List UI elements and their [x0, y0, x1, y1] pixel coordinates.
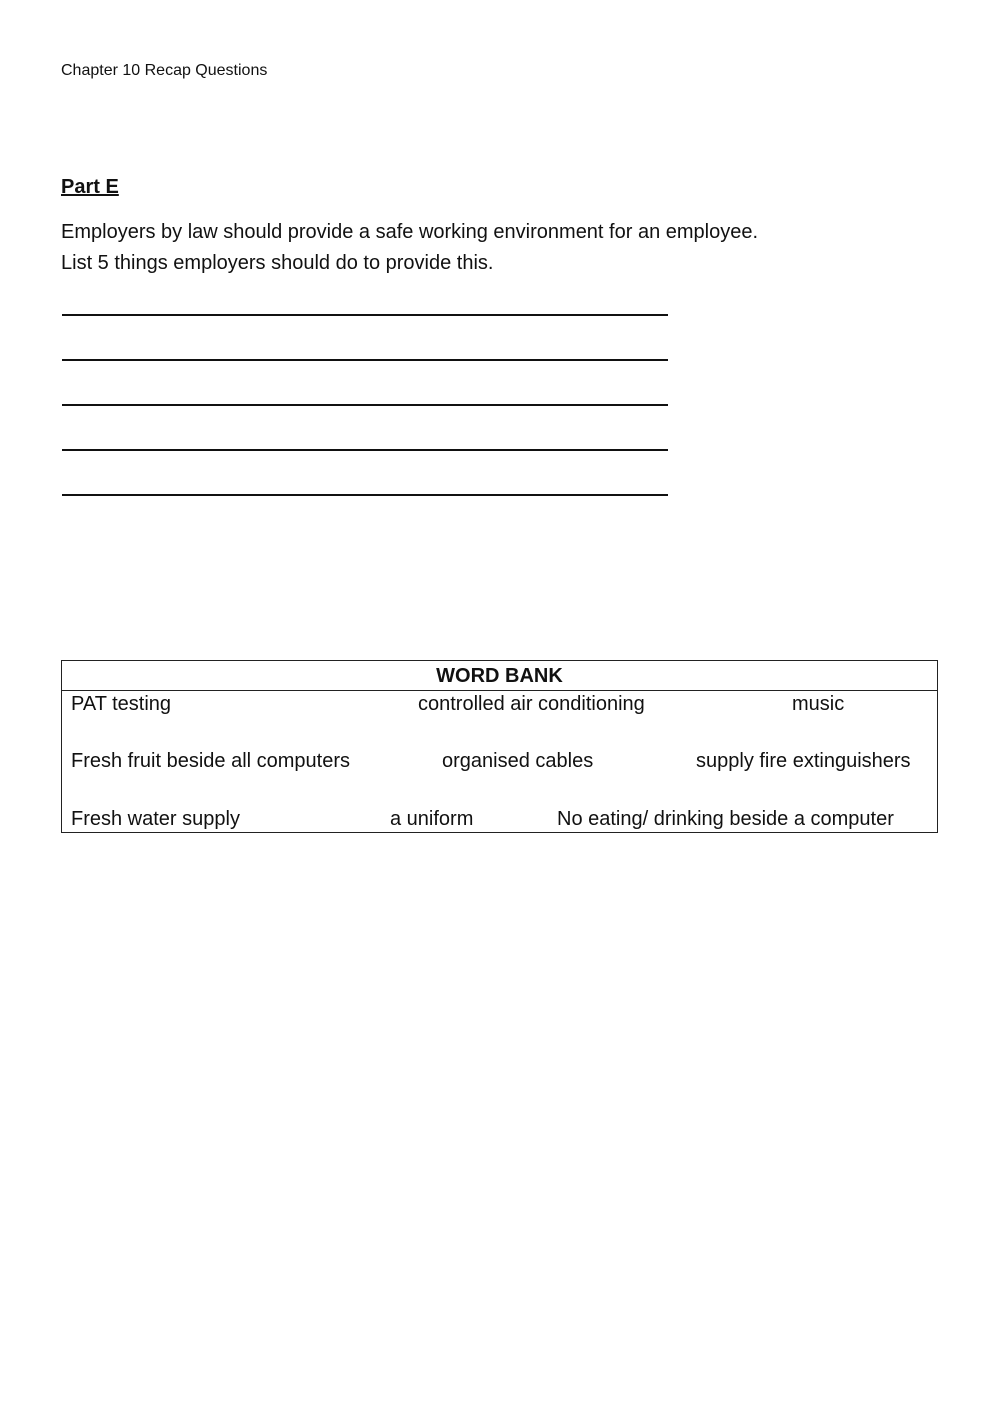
word-bank-item: Fresh water supply [71, 808, 240, 830]
instruction-line-2: List 5 things employers should do to provide this. [61, 252, 494, 274]
word-bank-box [61, 660, 938, 833]
word-bank-item: organised cables [442, 750, 594, 772]
instructions [61, 217, 758, 279]
word-bank-title: WORD BANK [62, 661, 937, 691]
word-bank-item: PAT testing [71, 693, 172, 715]
answer-line-2[interactable] [62, 359, 668, 361]
word-bank-item: music [792, 693, 845, 715]
word-bank-item: controlled air conditioning [418, 693, 645, 715]
answer-line-3[interactable] [62, 404, 668, 406]
page-header: Chapter 10 Recap Questions [61, 62, 268, 79]
answer-line-4[interactable] [62, 449, 668, 451]
answer-line-5[interactable] [62, 494, 668, 496]
word-bank-item: Fresh fruit beside all computers [71, 750, 351, 772]
word-bank-item: No eating/ drinking beside a computer [557, 808, 894, 830]
instruction-line-1: Employers by law should provide a safe working environment for an employee. [61, 221, 759, 243]
word-bank-item: supply fire extinguishers [696, 750, 911, 772]
answer-line-1[interactable] [62, 314, 668, 316]
word-bank-item: a uniform [390, 808, 474, 830]
section-heading: Part E [61, 176, 119, 198]
